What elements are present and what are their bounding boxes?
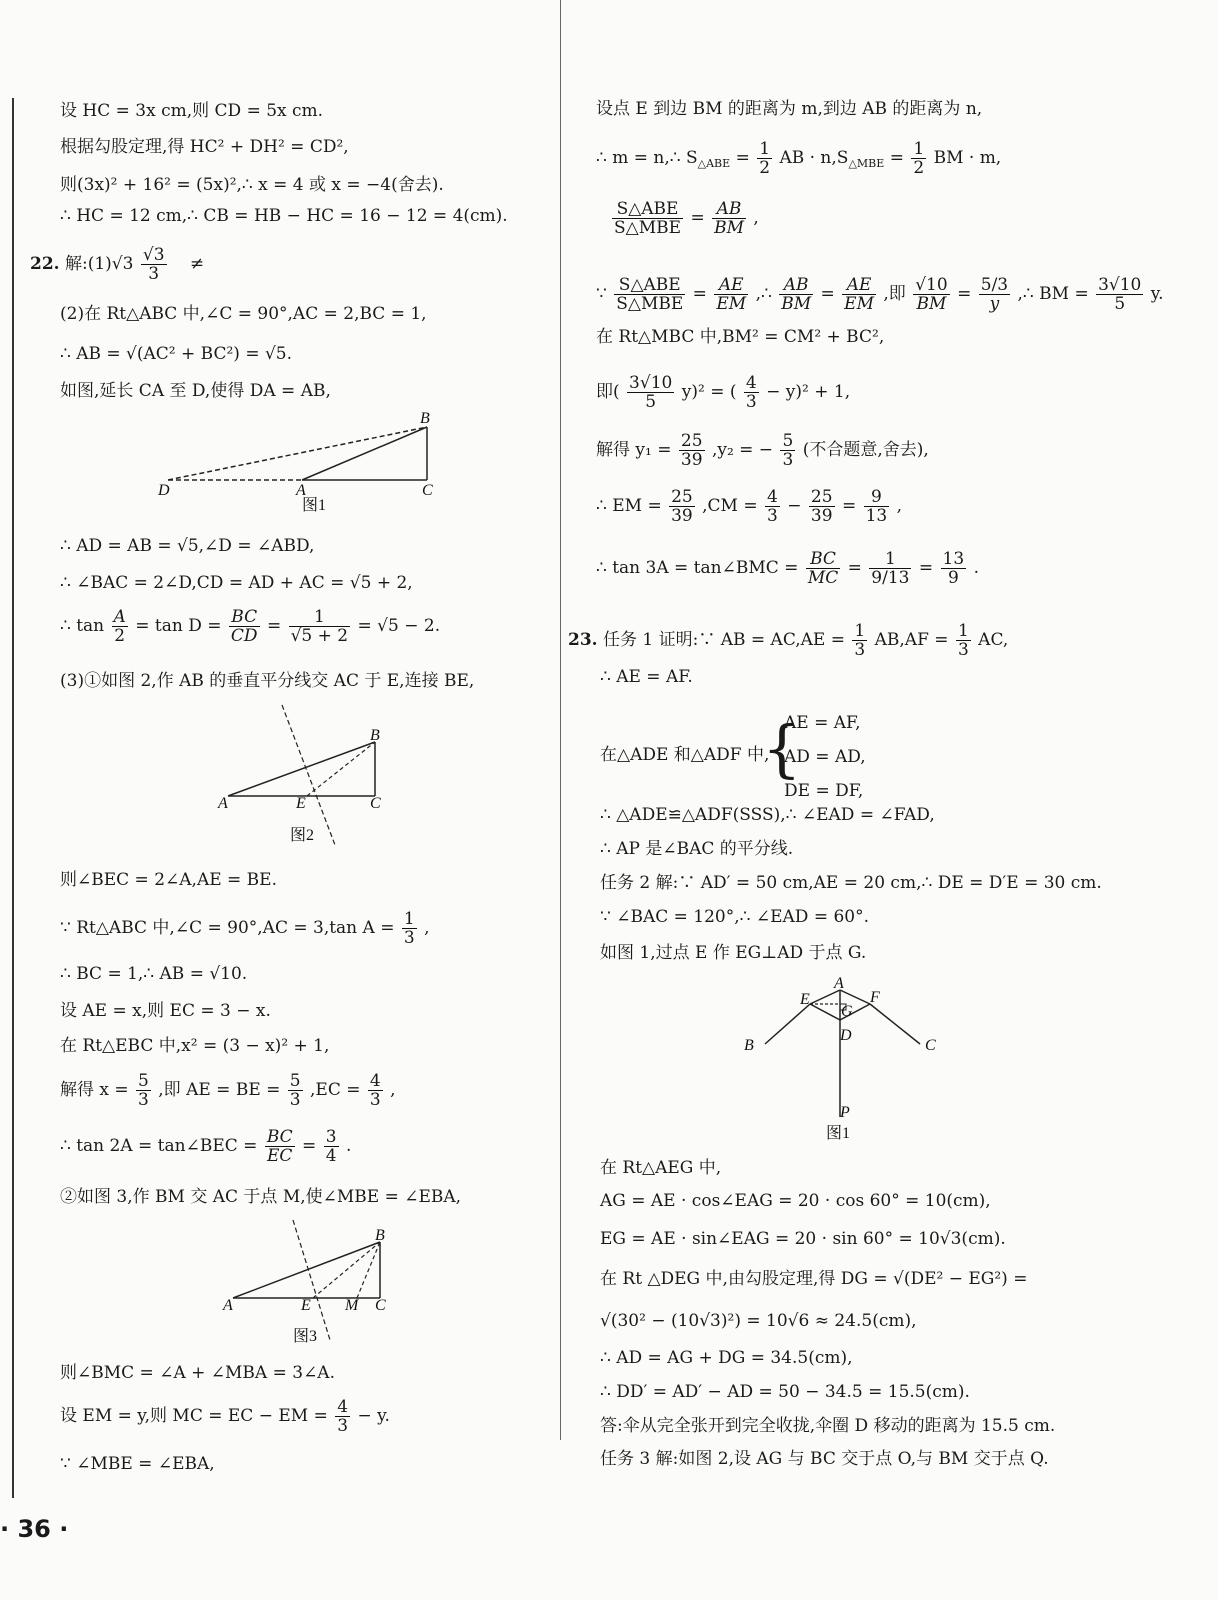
fraction: $\frac{1}{3}$	[403, 909, 415, 948]
fraction: $\frac{25}{39}$	[671, 487, 693, 526]
fraction: $\frac{√10}{BM}$	[915, 275, 948, 314]
point-label: C	[375, 1297, 386, 1314]
text-line: ∴ AE = AF.	[600, 667, 693, 687]
formula-line: ∵ $\frac{\text{S△ABE}}{\text{S△MBE}}$ = $\frac{AE}{EM}$ ,∴ $\frac{AB}{BM}$ = $\frac{AE}{EM}$ ,即 $\frac{√10}{BM}$ = $\frac{5/3}{y}$ ,∴ BM = $\frac{3√10}{5}$ y.	[596, 275, 1164, 314]
fraction: $\frac{BC}{MC}$	[807, 549, 839, 588]
text-line: AG = AE · cos∠EAG = 20 · cos 60° = 10(cm),	[600, 1191, 991, 1211]
formula-line: ∴ m = n,∴ $S_{\triangle ABE}$ = $\frac{1}{2}$ AB · $n,S_{\triangle MBE}$ = $\frac{1}{2}$ BM · m,	[596, 139, 1002, 178]
text-line: (2)在 Rt△ABC 中,∠C = 90°,AC = 2,BC = 1,	[60, 304, 427, 324]
text-line: ∴ BC = 1,∴ AB = √10.	[60, 964, 248, 984]
fraction: $\frac{BC}{EC}$	[266, 1127, 293, 1166]
fraction: $\frac{AE}{EM}$	[844, 275, 874, 314]
formula-line: ∴ tan 3A = tan∠BMC = $\frac{BC}{MC}$ = $\frac{1}{9/13}$ = $\frac{13}{9}$ .	[596, 549, 979, 588]
figure-1-diagram	[150, 405, 450, 515]
point-label: A	[834, 975, 844, 992]
answer-text: 解:(1)√3	[64, 254, 134, 274]
formula-line: 设 EM = y,则 MC = EC − EM = $\frac{4}{3}$ − y.	[60, 1397, 390, 1436]
text-line: √(30² − (10√3)²) = 10√6 ≈ 24.5(cm),	[600, 1311, 917, 1331]
text-line: 根据勾股定理,得 HC² + DH² = CD²,	[60, 137, 349, 157]
formula-line: 即( $\frac{3√10}{5}$ y)² = ( $\frac{4}{3}$ − y)² + 1,	[596, 373, 851, 412]
figure-caption: 图2	[290, 827, 315, 844]
question-number: 23.	[568, 630, 598, 650]
fraction: $\frac{A}{2}$	[113, 607, 126, 646]
fraction: $\frac{1}{3}$	[957, 621, 969, 660]
formula-line: 解得 y₁ = $\frac{25}{39}$ ,y₂ = − $\frac{5}{3}$ (不合题意,舍去),	[596, 431, 929, 470]
text-line: 设 AE = x,则 EC = 3 − x.	[60, 1001, 271, 1021]
question-23-header: 23. 任务 1 证明:∵ AB = AC,AE = $\frac{1}{3}$ AB,AF = $\frac{1}{3}$ AC,	[568, 621, 1009, 660]
text-line: ∴ AD = AB = √5,∠D = ∠ABD,	[60, 536, 315, 556]
fraction: $\frac{4}{3}$	[369, 1071, 381, 1110]
fraction: $\frac{AB}{BM}$	[781, 275, 812, 314]
point-label: A	[223, 1297, 233, 1314]
fraction: $\frac{9}{13}$	[865, 487, 888, 526]
text-line: 则∠BEC = 2∠A,AE = BE.	[60, 870, 277, 890]
fraction: $\frac{\text{S△ABE}}{\text{S△MBE}}$	[616, 275, 684, 314]
point-label: M	[345, 1297, 359, 1314]
fraction: $\frac{4}{3}$	[767, 487, 778, 526]
formula-line: ∵ Rt△ABC 中,∠C = 90°,AC = 3,tan A = $\frac{1}{3}$ ,	[60, 909, 430, 948]
point-label: E	[301, 1297, 311, 1314]
fraction: $\frac{AE}{EM}$	[716, 275, 747, 314]
fraction: $\frac{13}{9}$	[942, 549, 965, 588]
fraction: $\frac{5}{3}$	[782, 431, 794, 470]
formula-line: $\frac{\text{S△ABE}}{\text{S△MBE}}$ = $\frac{AB}{BM}$ ,	[614, 199, 759, 238]
question-22-header	[30, 246, 204, 283]
fraction: $\frac{3}{4}$	[325, 1127, 337, 1166]
point-label: B	[420, 410, 430, 427]
point-label: F	[870, 989, 880, 1006]
point-label: C	[370, 795, 381, 812]
point-label: P	[840, 1104, 850, 1121]
text-line: 则(3x)² + 16² = (5x)²,∴ x = 4 或 x = −4(舍去).	[60, 175, 444, 195]
text-line: 在 Rt △DEG 中,由勾股定理,得 DG = √(DE² − EG²) =	[600, 1269, 1028, 1289]
point-label: C	[925, 1037, 936, 1054]
text-line: ∴ HC = 12 cm,∴ CB = HB − HC = 16 − 12 = 4(cm).	[60, 206, 508, 226]
figure-2-diagram	[210, 700, 410, 850]
text-line: 设 HC = 3x cm,则 CD = 5x cm.	[60, 101, 324, 121]
point-label: A	[218, 795, 228, 812]
figure-caption: 图3	[293, 1328, 318, 1345]
point-label: B	[370, 727, 380, 744]
point-label: A	[296, 482, 306, 499]
figure-4-umbrella-diagram	[730, 972, 950, 1147]
formula-line: ∴ tan $\frac{A}{2}$ = tan D = $\frac{BC}{CD}$ = $\frac{1}{√5 + 2}$ = √5 − 2.	[60, 607, 441, 646]
point-label: D	[158, 482, 170, 499]
fraction: $\frac{3√10}{5}$	[1098, 275, 1142, 314]
fraction: $\frac{√3}{3}$	[142, 245, 165, 284]
fraction: $\frac{3√10}{5}$	[629, 373, 673, 412]
text-line: ∴ △ADE≌△ADF(SSS),∴ ∠EAD = ∠FAD,	[600, 805, 935, 825]
fraction: $\frac{25}{39}$	[680, 431, 703, 470]
fraction: $\frac{1}{9/13}$	[871, 549, 910, 588]
figure-3-diagram	[215, 1215, 415, 1355]
point-label: E	[800, 991, 810, 1008]
text-line: 答:伞从完全张开到完全收拢,伞圈 D 移动的距离为 15.5 cm.	[600, 1416, 1056, 1436]
question-number: 22.	[30, 254, 60, 274]
fraction: $\frac{5}{3}$	[289, 1071, 301, 1110]
formula-line: 解得 x = $\frac{5}{3}$ ,即 AE = BE = $\frac{5}{3}$ ,EC = $\frac{4}{3}$ ,	[60, 1071, 396, 1110]
fraction: $\frac{25}{39}$	[810, 487, 833, 526]
fraction: $\frac{5}{3}$	[138, 1071, 149, 1110]
text-line: 在 Rt△EBC 中,x² = (3 − x)² + 1,	[60, 1036, 330, 1056]
fraction: $\frac{4}{3}$	[745, 373, 757, 412]
fraction: $\frac{4}{3}$	[337, 1397, 349, 1436]
text-line: ∴ ∠BAC = 2∠D,CD = AD + AC = √5 + 2,	[60, 573, 413, 593]
fraction: $\frac{1}{2}$	[759, 139, 771, 178]
column-divider	[560, 0, 561, 1440]
fraction: $\frac{AB}{BM}$	[714, 199, 744, 238]
text-line: 在 Rt△MBC 中,BM² = CM² + BC²,	[596, 327, 885, 347]
figure-caption: 图1	[826, 1125, 851, 1142]
text-line: ∵ ∠BAC = 120°,∴ ∠EAD = 60°.	[600, 907, 870, 927]
fraction: $\frac{1}{√5 + 2}$	[290, 607, 349, 646]
fraction: $\frac{\text{S△ABE}}{\text{S△MBE}}$	[614, 199, 682, 238]
text-line: 任务 3 解:如图 2,设 AG 与 BC 交于点 O,与 BM 交于点 Q.	[600, 1449, 1049, 1469]
point-label: C	[422, 482, 433, 499]
text-line: 任务 2 解:∵ AD′ = 50 cm,AE = 20 cm,∴ DE = D′E = 30 cm.	[600, 873, 1102, 893]
fraction: $\frac{BC}{CD}$	[230, 607, 258, 646]
text-line: 如图,延长 CA 至 D,使得 DA = AB,	[60, 381, 331, 401]
text-line: ∴ AD = AG + DG = 34.5(cm),	[600, 1348, 853, 1368]
point-label: D	[840, 1027, 852, 1044]
text-line: (3)①如图 2,作 AB 的垂直平分线交 AC 于 E,连接 BE,	[60, 671, 475, 691]
text-line: ∵ ∠MBE = ∠EBA,	[60, 1454, 215, 1474]
page-number: · 36 ·	[0, 1515, 69, 1543]
fraction: $\frac{1}{2}$	[913, 139, 925, 178]
point-label: G	[841, 1003, 853, 1020]
point-label: B	[744, 1037, 754, 1054]
figure-caption: 图1	[302, 497, 327, 514]
text-line: 如图 1,过点 E 作 EG⊥AD 于点 G.	[600, 943, 867, 963]
text-line: ∴ AP 是∠BAC 的平分线.	[600, 839, 794, 859]
text-line: 在 Rt△AEG 中,	[600, 1158, 722, 1178]
formula-line: ∴ tan 2A = tan∠BEC = $\frac{BC}{EC}$ = $\frac{3}{4}$ .	[60, 1127, 352, 1166]
point-label: E	[296, 795, 306, 812]
left-margin-rule	[12, 98, 14, 1498]
formula-line: ∴ EM = $\frac{25}{39}$ ,CM = $\frac{4}{3}$ − $\frac{25}{39}$ = $\frac{9}{13}$ ,	[596, 487, 903, 526]
point-label: B	[375, 1227, 385, 1244]
answer-text: ≠	[189, 254, 205, 274]
text-line: ∴ DD′ = AD′ − AD = 50 − 34.5 = 15.5(cm).	[600, 1382, 970, 1402]
fraction: $\frac{5/3}{y}$	[980, 275, 1009, 314]
text-line: 设点 E 到边 BM 的距离为 m,到边 AB 的距离为 n,	[596, 99, 983, 119]
fraction: $\frac{1}{3}$	[854, 621, 866, 660]
text-line: EG = AE · sin∠EAG = 20 · sin 60° = 10√3(cm).	[600, 1229, 1006, 1249]
text-line: 则∠BMC = ∠A + ∠MBA = 3∠A.	[60, 1363, 335, 1383]
text-line: ∴ AB = √(AC² + BC²) = √5.	[60, 344, 293, 364]
text-line: ②如图 3,作 BM 交 AC 于点 M,使∠MBE = ∠EBA,	[60, 1187, 462, 1207]
